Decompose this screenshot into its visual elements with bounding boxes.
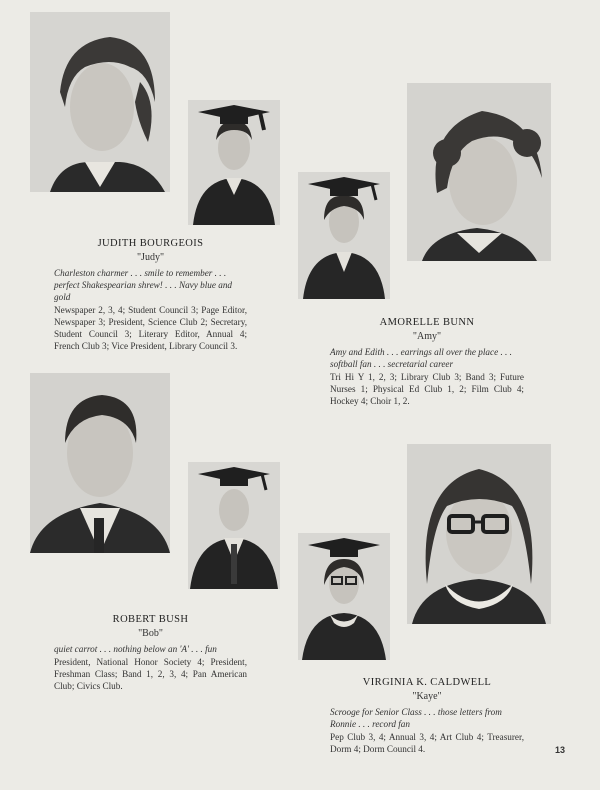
student-name: AMORELLE BUNN xyxy=(379,317,475,328)
student-nickname: "Kaye" xyxy=(412,691,442,702)
virginia-cap-gown-photo xyxy=(298,533,390,660)
student-nickname: "Judy" xyxy=(136,252,165,263)
robert-cap-gown-photo xyxy=(188,462,280,589)
judith-portrait-photo xyxy=(30,12,170,192)
student-activities: President, National Honor Society 4; President, Freshman Class; Band 1, 2, 3, 4; Pan American Club; Civics Club. xyxy=(54,657,247,691)
judith-cap-gown-photo xyxy=(188,100,280,225)
student-quote: Scrooge for Senior Class . . . those letters from Ronnie . . . record fan xyxy=(330,707,502,729)
student-name: JUDITH BOURGEOIS xyxy=(97,238,204,249)
student-name: VIRGINIA K. CALDWELL xyxy=(362,677,492,688)
student-entry-amorelle xyxy=(330,317,524,407)
robert-portrait-photo xyxy=(30,373,170,553)
student-activities: Tri Hi Y 1, 2, 3; Library Club 3; Band 3; Future Nurses 1; Physical Ed Club 1, 2; Film Club 4; Hockey 4; Choir 1, 2. xyxy=(330,372,524,406)
student-name: ROBERT BUSH xyxy=(112,614,189,625)
student-nickname: "Amy" xyxy=(412,331,442,342)
student-entry-judith xyxy=(54,238,247,352)
student-nickname: "Bob" xyxy=(138,628,163,639)
student-entry-virginia xyxy=(330,677,524,755)
student-quote: Amy and Edith . . . earrings all over the place . . . softball fan . . . secretarial career xyxy=(330,347,512,369)
student-activities: Pep Club 3, 4; Annual 3, 4; Art Club 4; Treasurer, Dorm 4; Dorm Council 4. xyxy=(330,732,524,754)
student-activities: Newspaper 2, 3, 4; Student Council 3; Page Editor, Newspaper 3; President, Science Club 2; Secretary, Student Council 3; Literary Editor, Annual 4; French Club 3; Vice President, Library Council 3. xyxy=(54,305,247,351)
amorelle-portrait-photo xyxy=(407,83,551,261)
virginia-portrait-photo xyxy=(407,444,551,624)
student-quote: quiet carrot . . . nothing below an 'A' . . . fun xyxy=(54,644,217,654)
student-quote: Charleston charmer . . . smile to remember . . . perfect Shakespearian shrew! . . . Navy blue and gold xyxy=(54,268,233,302)
page-number: 13 xyxy=(555,745,566,755)
student-entry-robert xyxy=(54,614,247,692)
amorelle-cap-gown-photo xyxy=(298,172,390,299)
